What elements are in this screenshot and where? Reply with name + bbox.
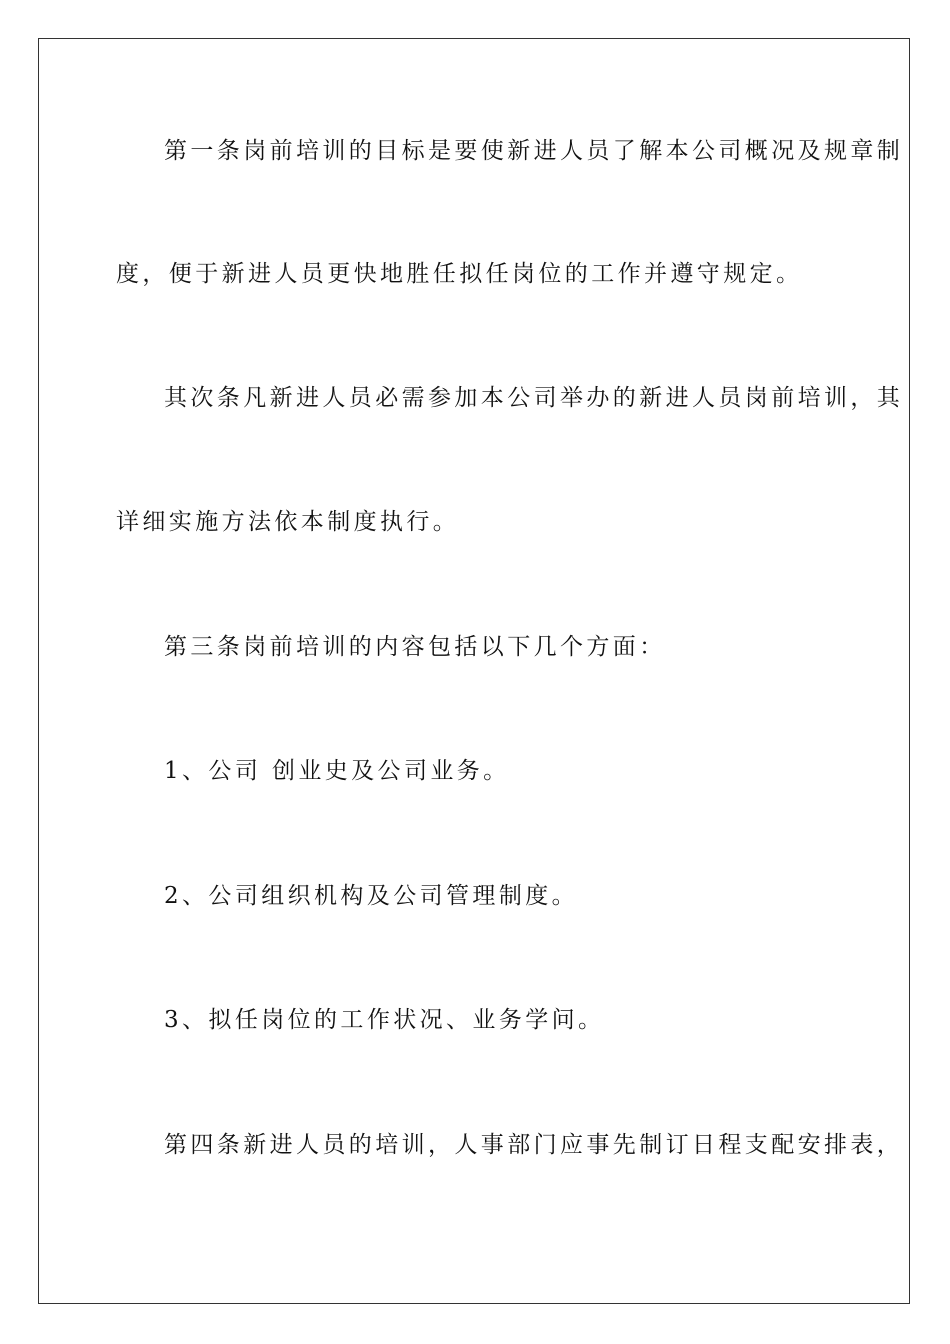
text-line-item-2: 2、公司组织机构及公司管理制度。 [164,883,579,909]
text-line-article-2-cont: 详细实施方法依本制度执行。 [116,509,460,535]
text-line-article-1: 第一条岗前培训的目标是要使新进人员了解本公司概况及规章制 [164,138,904,164]
text-line-article-2: 其次条凡新进人员必需参加本公司举办的新进人员岗前培训，其 [164,385,904,411]
text-line-article-3: 第三条岗前培训的内容包括以下几个方面： [164,634,666,660]
page-border [38,38,910,1304]
text-line-item-1: 1、公司 创业史及公司业务。 [164,758,510,784]
text-line-item-3: 3、拟任岗位的工作状况、业务学问。 [164,1007,605,1033]
text-line-article-4: 第四条新进人员的培训，人事部门应事先制订日程支配安排表， [164,1132,904,1158]
text-line-article-1-cont: 度，便于新进人员更快地胜任拟任岗位的工作并遵守规定。 [116,261,803,287]
